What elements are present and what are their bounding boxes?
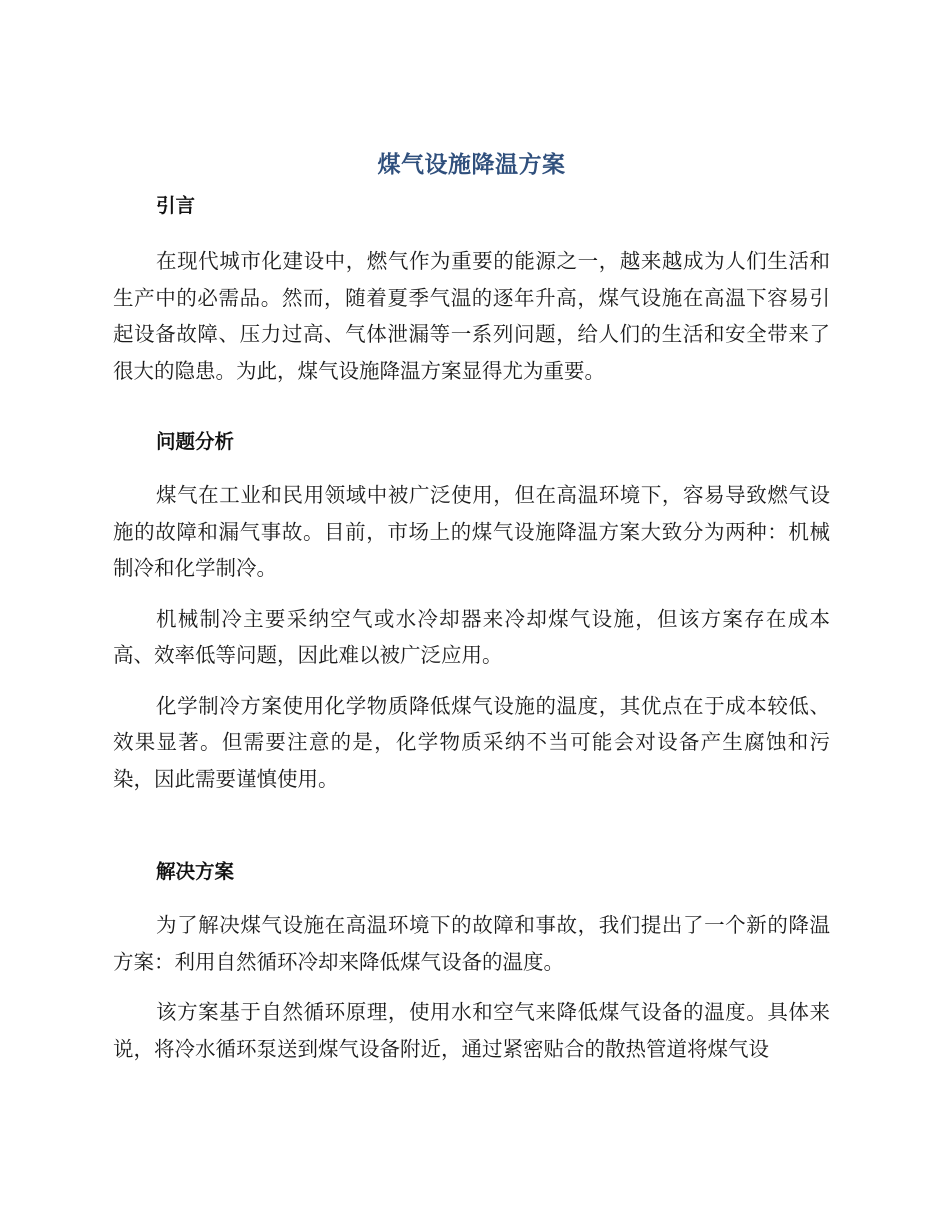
paragraph: 煤气在工业和民用领域中被广泛使用，但在高温环境下，容易导致燃气设施的故障和漏气事故。目前，市场上的煤气设施降温方案大致分为两种：机械制冷和化学制冷。 <box>113 483 830 580</box>
section-heading: 解决方案 <box>156 860 235 883</box>
section-heading: 引言 <box>156 194 196 217</box>
section-solution <box>113 857 830 1067</box>
paragraph: 为了解决煤气设施在高温环境下的故障和事故，我们提出了一个新的降温方案：利用自然循环冷却来降低煤气设备的温度。 <box>113 913 830 974</box>
section-introduction <box>113 191 830 389</box>
document-title: 煤气设施降温方案 <box>377 152 566 178</box>
section-problem-analysis <box>113 427 830 797</box>
paragraph: 在现代城市化建设中，燃气作为重要的能源之一，越来越成为人们生活和生产中的必需品。然而，随着夏季气温的逐年升高，煤气设施在高温下容易引起设备故障、压力过高、气体泄漏等一系列问题，给人们的生活和安全带来了很大的隐患。为此，煤气设施降温方案显得尤为重要。 <box>113 249 830 383</box>
paragraph: 化学制冷方案使用化学物质降低煤气设施的温度，其优点在于成本较低、效果显著。但需要注意的是，化学物质采纳不当可能会对设备产生腐蚀和污染，因此需要谨慎使用。 <box>113 693 830 791</box>
section-heading: 问题分析 <box>156 430 235 453</box>
paragraph: 机械制冷主要采纳空气或水冷却器来冷却煤气设施，但该方案存在成本高、效率低等问题，因此难以被广泛应用。 <box>113 606 830 667</box>
paragraph: 该方案基于自然循环原理，使用水和空气来降低煤气设备的温度。具体来说，将冷水循环泵送到煤气设备附近，通过紧密贴合的散热管道将煤气设 <box>113 1000 830 1061</box>
